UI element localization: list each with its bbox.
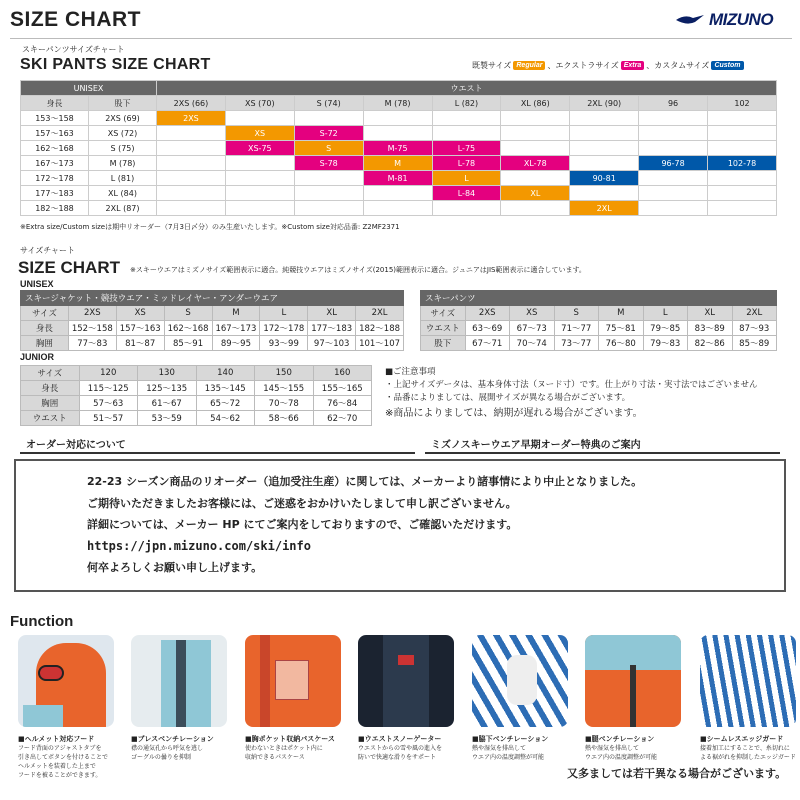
- size-cell: M-75: [363, 141, 432, 156]
- size-cell: [570, 126, 639, 141]
- size-cell: [157, 186, 226, 201]
- table-cell: 157～163: [116, 321, 164, 336]
- table-cell: 182～188: [356, 321, 404, 336]
- caution-notes: [385, 366, 757, 420]
- note-line: ・上記サイズデータは、基本身体寸法（ヌード寸）です。仕上がり寸法・実寸法ではございません: [385, 380, 758, 390]
- size-cell: L-84: [432, 186, 501, 201]
- table-cell: 155～165: [313, 381, 372, 396]
- size-cell: [157, 201, 226, 216]
- inseam-cell: S (75): [89, 141, 157, 156]
- waist-col-header: 96: [639, 96, 708, 111]
- table-cell: 162～168: [164, 321, 212, 336]
- size-cell: [501, 111, 570, 126]
- size-cell: [363, 186, 432, 201]
- table-cell: 167～173: [212, 321, 260, 336]
- table-row: [421, 336, 777, 351]
- table-cell: 89～95: [212, 336, 260, 351]
- size-cell: [294, 111, 363, 126]
- row-label: 股下: [421, 336, 466, 351]
- header-cell: 140: [196, 366, 255, 381]
- size-cell: XS: [225, 126, 294, 141]
- table-row: [21, 141, 777, 156]
- note-line: ■ご注意事項: [385, 367, 436, 377]
- size-cell: [225, 201, 294, 216]
- size-cell: [570, 141, 639, 156]
- table-row: [21, 396, 372, 411]
- size-cell: [708, 201, 777, 216]
- table-cell: 81～87: [116, 336, 164, 351]
- size-cell: XL-78: [501, 156, 570, 171]
- size-chart-subtitle: サイズチャート: [20, 246, 75, 255]
- height-cell: 153～158: [21, 111, 89, 126]
- bottom-note: 又多ましては若干異なる場合がございます。: [567, 767, 787, 780]
- size-cell: [294, 171, 363, 186]
- table-cell: 152～158: [68, 321, 116, 336]
- table-row: [21, 126, 777, 141]
- function-desc: ウエストからの雪や風の進入を: [358, 745, 443, 752]
- function-title: ■シームレスエッジガード: [700, 735, 784, 743]
- size-cell: [708, 141, 777, 156]
- size-cell: [639, 186, 708, 201]
- table-cell: 77～83: [68, 336, 116, 351]
- table-cell: 85～89: [732, 336, 777, 351]
- size-chart-note: ※スキーウエアはミズノサイズ範囲表示に適合。純競技ウエアはミズノサイズ(2015)範囲表示に適合。ジュニアはJIS範囲表示に適合しています。: [130, 266, 586, 274]
- header-cell: XL: [688, 306, 733, 321]
- order-notice-box: [14, 459, 786, 592]
- function-title: ■脇下ベンチレーション: [472, 735, 549, 743]
- function-desc: ヘルメットを装着した上まで: [18, 763, 96, 770]
- function-desc: 収納できるパスケース: [245, 754, 305, 761]
- size-cell: S-72: [294, 126, 363, 141]
- inseam-cell: XL (84): [89, 186, 157, 201]
- table-row: [21, 381, 372, 396]
- inseam-cell: M (78): [89, 156, 157, 171]
- function-photo: [358, 635, 454, 727]
- table-cell: 83～89: [688, 321, 733, 336]
- size-cell: [639, 201, 708, 216]
- function-desc: 引き出してボタンを付けることで: [18, 754, 109, 761]
- function-photo: [131, 635, 227, 727]
- size-cell: [708, 126, 777, 141]
- function-desc: ウエア内の温度調整が可能: [585, 754, 658, 761]
- function-item: [358, 635, 454, 762]
- function-desc: 防いで快適な滑りをサポート: [358, 754, 437, 761]
- header-cell: XS: [510, 306, 555, 321]
- table-cell: 58～66: [255, 411, 314, 426]
- header-cell: L: [260, 306, 308, 321]
- table-cell: 70～78: [255, 396, 314, 411]
- function-photo: [18, 635, 114, 727]
- row-label: 身長: [21, 321, 69, 336]
- size-cell: [501, 201, 570, 216]
- table-cell: 73～77: [554, 336, 599, 351]
- table-cell: 125～135: [138, 381, 197, 396]
- size-cell: [708, 111, 777, 126]
- row-label: 身長: [21, 381, 80, 396]
- function-item: [245, 635, 341, 762]
- size-cell: [432, 111, 501, 126]
- table-cell: 51～57: [79, 411, 138, 426]
- size-chart-title: SIZE CHART: [18, 258, 120, 277]
- extra-size-note: ※Extra size/Custom sizeは期中リオーダー（7月3日〆分）のみ生産いたします。※Custom size対応品番: Z2MF2371: [20, 223, 400, 231]
- size-cell: [639, 111, 708, 126]
- unisex-label: UNISEX: [20, 279, 54, 289]
- unisex-header: UNISEX: [21, 81, 157, 96]
- height-cell: 162～168: [21, 141, 89, 156]
- function-title: ■ブレスベンチレーション: [131, 735, 214, 743]
- runbird-icon: [675, 13, 705, 27]
- legend-extra-text: 、エクストラサイズ: [547, 61, 619, 70]
- size-legend: [472, 60, 744, 71]
- function-photo: [700, 635, 796, 727]
- header-cell: XS: [116, 306, 164, 321]
- size-cell: [225, 111, 294, 126]
- table-cell: 67～73: [510, 321, 555, 336]
- table-caption: スキーパンツ: [421, 291, 777, 306]
- function-item: [585, 635, 681, 762]
- size-cell: 2XL: [570, 201, 639, 216]
- inseam-cell: 2XS (69): [89, 111, 157, 126]
- junior-size-table: [20, 365, 372, 426]
- row-label: 胸囲: [21, 396, 80, 411]
- function-desc: 襟の通気孔から呼気を逃し: [131, 745, 204, 752]
- function-desc: 使わないときはポケット内に: [245, 745, 323, 752]
- height-cell: 182～188: [21, 201, 89, 216]
- table-cell: 85～91: [164, 336, 212, 351]
- height-cell: 172～178: [21, 171, 89, 186]
- height-cell: 157～163: [21, 126, 89, 141]
- table-cell: 70～74: [510, 336, 555, 351]
- waist-col-header: 2XL (90): [570, 96, 639, 111]
- function-photo: [472, 635, 568, 727]
- table-cell: 79～85: [643, 321, 688, 336]
- table-cell: 177～183: [308, 321, 356, 336]
- size-cell: [432, 126, 501, 141]
- size-cell: S: [294, 141, 363, 156]
- size-cell: [157, 171, 226, 186]
- table-cell: 97～103: [308, 336, 356, 351]
- table-cell: 57～63: [79, 396, 138, 411]
- function-title: ■ヘルメット対応フード: [18, 735, 95, 743]
- table-cell: 76～84: [313, 396, 372, 411]
- size-cell: [639, 141, 708, 156]
- size-cell: [501, 141, 570, 156]
- size-cell: M: [363, 156, 432, 171]
- table-row: [21, 156, 777, 171]
- waist-col-header: M (78): [363, 96, 432, 111]
- size-cell: [708, 186, 777, 201]
- size-cell: [294, 201, 363, 216]
- function-item: [18, 635, 114, 780]
- table-cell: 172～178: [260, 321, 308, 336]
- size-cell: 2XS: [157, 111, 226, 126]
- size-cell: [501, 171, 570, 186]
- table-row: [21, 186, 777, 201]
- ski-chart-title: SKI PANTS SIZE CHART: [20, 56, 211, 73]
- function-desc: よる裾がれを抑制したエッジガード: [700, 754, 796, 761]
- table-cell: 65～72: [196, 396, 255, 411]
- size-cell: [570, 111, 639, 126]
- pants-size-table: [420, 290, 777, 351]
- table-caption: スキージャケット・競技ウエア・ミッドレイヤー・アンダーウエア: [21, 291, 404, 306]
- function-photo: [245, 635, 341, 727]
- waist-col-header: 2XS (66): [157, 96, 226, 111]
- notice-line: 22-23 シーズン商品のリオーダー（追加受注生産）に関しては、メーカーより諸事情により中止となりました。: [87, 475, 643, 488]
- header-cell: M: [599, 306, 644, 321]
- size-cell: 96-78: [639, 156, 708, 171]
- inseam-header: 股下: [89, 96, 157, 111]
- header-cell: L: [643, 306, 688, 321]
- header-cell: サイズ: [21, 306, 69, 321]
- function-desc: ゴーグルの曇りを抑制: [131, 754, 191, 761]
- brand-name: MIZUNO: [709, 10, 774, 29]
- size-cell: [708, 171, 777, 186]
- table-cell: 101～107: [356, 336, 404, 351]
- table-header-row: [421, 306, 777, 321]
- table-cell: 54～62: [196, 411, 255, 426]
- header-cell: サイズ: [21, 366, 80, 381]
- height-header: 身長: [21, 96, 89, 111]
- junior-label: JUNIOR: [20, 352, 55, 362]
- table-row: [421, 321, 777, 336]
- table-header-row: [21, 306, 404, 321]
- size-cell: L-78: [432, 156, 501, 171]
- ski-pants-size-table: [20, 80, 777, 216]
- divider: [10, 38, 792, 39]
- size-cell: [432, 201, 501, 216]
- mizuno-logo: [675, 8, 790, 32]
- function-item: [700, 635, 796, 762]
- size-cell: [639, 126, 708, 141]
- table-cell: 75～81: [599, 321, 644, 336]
- order-heading: オーダー対応について: [20, 436, 415, 454]
- legend-regular-badge: Regular: [513, 61, 545, 70]
- jacket-size-table: [20, 290, 404, 351]
- function-desc: フードを被ることができます。: [18, 772, 102, 779]
- size-cell: L-75: [432, 141, 501, 156]
- waist-col-header: XS (70): [225, 96, 294, 111]
- function-desc: フード背面のアジャストタブを: [18, 745, 102, 752]
- table-header-row: [21, 366, 372, 381]
- table-cell: 67～71: [465, 336, 510, 351]
- page-title: SIZE CHART: [10, 8, 141, 31]
- size-cell: 90-81: [570, 171, 639, 186]
- size-cell: [501, 126, 570, 141]
- height-cell: 167～173: [21, 156, 89, 171]
- size-cell: 102-78: [708, 156, 777, 171]
- size-cell: L: [432, 171, 501, 186]
- height-cell: 177～183: [21, 186, 89, 201]
- size-cell: [157, 141, 226, 156]
- size-cell: XS-75: [225, 141, 294, 156]
- size-cell: [294, 186, 363, 201]
- row-label: ウエスト: [21, 411, 80, 426]
- table-cell: 87～93: [732, 321, 777, 336]
- header-cell: S: [554, 306, 599, 321]
- table-cell: 63～69: [465, 321, 510, 336]
- table-cell: 79～83: [643, 336, 688, 351]
- function-title: ■腿ベンチレーション: [585, 735, 655, 743]
- function-title: Function: [10, 613, 74, 630]
- waist-col-header: XL (86): [501, 96, 570, 111]
- table-cell: 53～59: [138, 411, 197, 426]
- table-row: [21, 321, 404, 336]
- waist-col-header: L (82): [432, 96, 501, 111]
- size-cell: [363, 126, 432, 141]
- function-photo: [585, 635, 681, 727]
- header-cell: 120: [79, 366, 138, 381]
- early-order-heading: ミズノスキーウエア早期オーダー特典のご案内: [425, 436, 780, 454]
- table-cell: 62～70: [313, 411, 372, 426]
- row-label: 胸囲: [21, 336, 69, 351]
- function-desc: 熱や湿気を排出して: [585, 745, 640, 752]
- header-cell: M: [212, 306, 260, 321]
- size-cell: [363, 111, 432, 126]
- table-cell: 82～86: [688, 336, 733, 351]
- notice-line: 何卒よろしくお願い申し上げます。: [87, 561, 263, 574]
- row-label: ウエスト: [421, 321, 466, 336]
- size-cell: [225, 156, 294, 171]
- size-cell: M-81: [363, 171, 432, 186]
- header-cell: S: [164, 306, 212, 321]
- legend-custom-text: 、カスタムサイズ: [646, 61, 710, 70]
- header-cell: 2XL: [356, 306, 404, 321]
- size-cell: [157, 126, 226, 141]
- size-cell: [225, 186, 294, 201]
- function-item: [472, 635, 568, 762]
- function-desc: 接着加工にすることで、糸切れに: [700, 745, 790, 752]
- function-desc: 熱や湿気を排出して: [472, 745, 527, 752]
- waist-col-header: 102: [708, 96, 777, 111]
- note-line: ※商品によりましては、納期が遅れる場合がございます。: [385, 408, 643, 419]
- header-cell: 2XL: [732, 306, 777, 321]
- header-cell: 2XS: [68, 306, 116, 321]
- size-cell: [639, 171, 708, 186]
- header-cell: 160: [313, 366, 372, 381]
- size-cell: [225, 171, 294, 186]
- ski-chart-subtitle: スキーパンツサイズチャート: [22, 45, 125, 54]
- header-cell: 130: [138, 366, 197, 381]
- table-cell: 71～77: [554, 321, 599, 336]
- legend-extra-badge: Extra: [621, 61, 645, 70]
- table-row: [21, 336, 404, 351]
- header-cell: 2XS: [465, 306, 510, 321]
- table-cell: 76～80: [599, 336, 644, 351]
- function-desc: ウエア内の温度調整が可能: [472, 754, 545, 761]
- notice-line: ご期待いただきましたお客様には、ご迷惑をおかけいたしまして申し訳ございません。: [87, 496, 517, 510]
- header-cell: XL: [308, 306, 356, 321]
- inseam-cell: XS (72): [89, 126, 157, 141]
- size-cell: [570, 156, 639, 171]
- table-cell: 115～125: [79, 381, 138, 396]
- waist-col-header: S (74): [294, 96, 363, 111]
- size-cell: [363, 201, 432, 216]
- size-cell: XL: [501, 186, 570, 201]
- size-cell: S-78: [294, 156, 363, 171]
- waist-header: ウエスト: [157, 81, 777, 96]
- size-cell: [157, 156, 226, 171]
- table-row: [21, 171, 777, 186]
- notice-line: 詳細については、メーカー HP にてご案内をしておりますので、ご確認いただけます。: [87, 518, 518, 531]
- table-cell: 61～67: [138, 396, 197, 411]
- function-title: ■ウエストスノーゲーター: [358, 735, 442, 743]
- table-cell: 93～99: [260, 336, 308, 351]
- inseam-cell: L (81): [89, 171, 157, 186]
- table-row: [21, 111, 777, 126]
- header-cell: サイズ: [421, 306, 466, 321]
- legend-regular-text: 既製サイズ: [472, 61, 512, 70]
- table-cell: 145～155: [255, 381, 314, 396]
- table-cell: 135～145: [196, 381, 255, 396]
- note-line: ・品番によりましては、展開サイズが異なる場合がございます。: [385, 393, 631, 403]
- size-cell: [570, 186, 639, 201]
- inseam-cell: 2XL (87): [89, 201, 157, 216]
- legend-custom-badge: Custom: [711, 61, 743, 70]
- notice-link[interactable]: https://jpn.mizuno.com/ski/info: [87, 538, 311, 553]
- table-row: [21, 201, 777, 216]
- function-item: [131, 635, 227, 762]
- function-title: ■胸ポケット収納パスケース: [245, 735, 335, 743]
- table-row: [21, 411, 372, 426]
- header-cell: 150: [255, 366, 314, 381]
